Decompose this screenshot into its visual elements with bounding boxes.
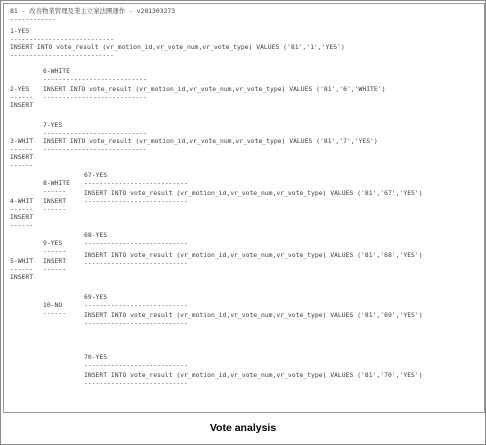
sql-insert-line: INSERT INTO vote_result (vr_motion_id,vr_vote_num,vr_vote_type) VALUES ('81','68','YES') [84,251,423,259]
sql-insert-line: INSERT INTO vote_result (vr_motion_id,vr_vote_num,vr_vote_type) VALUES ('81','1','YES') [10,43,345,51]
sql-insert-line: INSERT INTO vote_result (vr_motion_id,vr_vote_num,vr_vote_type) VALUES ('81','7','YES') [43,137,378,145]
log-separator: ------ [43,247,67,255]
figure-caption: Vote analysis [209,422,277,434]
vote-label: 6-WHITE [43,67,70,75]
vote-label: 68-YES [84,231,108,239]
vote-label: 2-YES [10,85,30,93]
log-separator: ------ [10,145,34,153]
truncated-insert: INSERT [43,257,67,265]
log-separator: --------------------------- [84,301,188,309]
log-separator: ------ [43,265,67,273]
vote-label: 69-YES [84,293,108,301]
log-separator: --------------------------- [43,93,147,101]
log-separator: ------ [10,93,34,101]
log-separator: ------ [10,205,34,213]
log-separator: ------ [10,221,34,229]
vote-label: 3-WHIT [10,137,34,145]
log-separator: ------ [43,205,67,213]
sql-insert-line: INSERT INTO vote_result (vr_motion_id,vr_vote_num,vr_vote_type) VALUES ('81','6','WHITE') [43,85,386,93]
truncated-insert: INSERT [43,197,67,205]
log-separator: --------------------------- [84,379,188,387]
vote-label: 9-YES [43,239,63,247]
sql-insert-line: INSERT INTO vote_result (vr_motion_id,vr_vote_num,vr_vote_type) VALUES ('81','69','YES') [84,311,423,319]
vote-label: 8-WHITE [43,179,70,187]
console-output-panel [3,3,485,413]
vote-label: 7-YES [43,121,63,129]
log-separator: ------ [43,187,67,195]
log-separator: ------ [10,265,34,273]
sql-insert-line: INSERT INTO vote_result (vr_motion_id,vr_vote_num,vr_vote_type) VALUES ('81','67','YES') [84,189,423,197]
log-separator: --------------------------- [84,197,188,205]
vote-label: 10-NO [43,301,63,309]
log-separator: --------------------------- [10,51,114,59]
sql-insert-line: INSERT INTO vote_result (vr_motion_id,vr_vote_num,vr_vote_type) VALUES ('81','70','YES') [84,371,423,379]
vote-label: 5-WHIT [10,257,34,265]
log-separator: --------------------------- [43,145,147,153]
log-separator: --------------------------- [84,259,188,267]
log-separator: --------------------------- [43,75,147,83]
log-separator: --------------------------- [84,361,188,369]
truncated-insert: INSERT [10,101,34,109]
log-separator: ------ [10,161,34,169]
log-separator: ------------ [10,15,57,23]
log-separator: --------------------------- [10,35,114,43]
log-separator: --------------------------- [84,319,188,327]
vote-label: 1-YES [10,27,30,35]
log-header: 81 - 改善物業管理及業主立案法團運作 - v201303273 [10,7,176,15]
vote-label: 67-YES [84,171,108,179]
truncated-insert: INSERT [10,153,34,161]
vote-log [4,4,484,412]
vote-label: 4-WHIT [10,197,34,205]
log-separator: --------------------------- [84,239,188,247]
truncated-insert: INSERT [10,213,34,221]
vote-label: 70-YES [84,353,108,361]
log-separator: ------ [43,309,67,317]
truncated-insert: INSERT [10,273,34,281]
log-separator: --------------------------- [84,179,188,187]
log-separator: --------------------------- [43,129,147,137]
